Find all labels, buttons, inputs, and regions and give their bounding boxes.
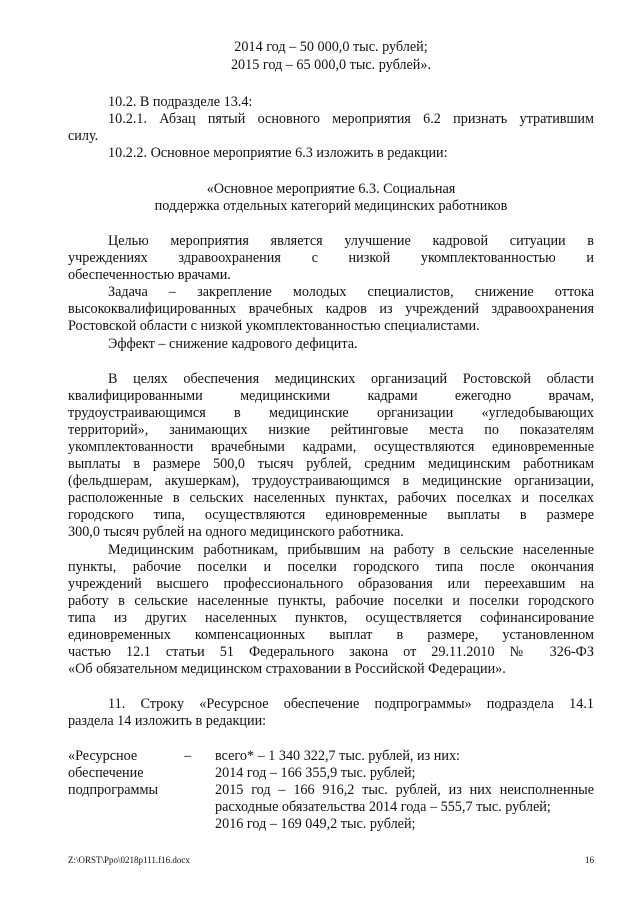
text-line: частью 12.1 статьи 51 Федерального закона от 29.11.2010 № 326-ФЗ <box>68 644 594 660</box>
table-value: расходные обязательства 2014 года – 555,7 тыс. рублей; <box>215 799 551 815</box>
clause-heading: 11. Строку «Ресурсное обеспечение подпрограммы» подраздела 14.1 <box>108 696 594 712</box>
text-line: (фельдшерам, акушеркам), трудоустраивающимся в медицинские организации, <box>68 473 594 489</box>
text-line: работу в сельские населенные пункты, рабочие поселки и поселки городского <box>68 593 594 609</box>
page-number: 16 <box>585 855 594 865</box>
text-line: выплаты в размере 500,0 тысяч рублей, средним медицинским работникам <box>68 456 594 472</box>
section-title: поддержка отдельных категорий медицинских работников <box>154 198 508 214</box>
table-label: «Ресурсное <box>68 748 138 764</box>
text-line: типа из других населенных пунктов, осуществляется софинансирование <box>68 610 594 626</box>
text-line: территорий», занимающих низкие рейтинговые места по показателям <box>68 422 594 438</box>
text-line: учреждений высшего профессионального образования или переехавшим на <box>68 576 594 592</box>
text-line: «Об обязательном медицинском страховании в Российской Федерации». <box>68 661 506 677</box>
text-line: 10.2.2. Основное мероприятие 6.3 изложить в редакции: <box>108 145 448 161</box>
footer-file-path: Z:\ORST\Ppo\0218p111.f16.docx <box>68 855 190 865</box>
text-line: городского типа, осуществляются единовременные выплаты в размере <box>68 507 594 523</box>
text-line: В целях обеспечения медицинских организаций Ростовской области <box>108 371 594 387</box>
text-line: укомплектованности врачебными кадрами, осуществляются единовременные <box>68 439 594 455</box>
table-dash: – <box>184 748 192 764</box>
text-line: Эффект – снижение кадрового дефицита. <box>108 336 358 352</box>
table-value: 2015 год – 166 916,2 тыс. рублей, из них неисполненные <box>215 782 594 798</box>
text-line: силу. <box>68 128 99 144</box>
text-line: Целью мероприятия является улучшение кадровой ситуации в <box>108 233 594 249</box>
text-line: 2015 год – 65 000,0 тыс. рублей». <box>230 57 432 73</box>
clause-heading: 10.2. В подразделе 13.4: <box>108 94 253 110</box>
text-line: пункты, рабочие поселки и поселки городского типа после окончания <box>68 559 594 575</box>
text-line: 2014 год – 50 000,0 тыс. рублей; <box>234 39 428 55</box>
text-line: единовременных компенсационных выплат в размере, установленном <box>68 627 594 643</box>
text-line: раздела 14 изложить в редакции: <box>68 713 267 729</box>
table-value: 2016 год – 169 049,2 тыс. рублей; <box>215 816 416 832</box>
table-value: всего* – 1 340 322,7 тыс. рублей, из них: <box>215 748 460 764</box>
text-line: трудоустраивающимся в медицинские организации «угледобывающих <box>68 405 594 421</box>
text-line: квалифицированными медицинскими кадрами ежегодно врачам, <box>68 388 594 404</box>
text-line: учреждениях здравоохранения с низкой укомплектованностью и <box>68 250 594 266</box>
text-line: Медицинским работникам, прибывшим на работу в сельские населенные <box>108 542 594 558</box>
table-label: подпрограммы <box>68 782 158 798</box>
text-line: Ростовской области с низкой укомплектованностью специалистами. <box>68 318 480 334</box>
text-line: расположенные в сельских населенных пунктах, рабочих поселках и поселках <box>68 490 594 506</box>
table-value: 2014 год – 166 355,9 тыс. рублей; <box>215 765 416 781</box>
text-line: высококвалифицированных врачебных кадров из учреждений здравоохранения <box>68 301 594 317</box>
section-title: «Основное мероприятие 6.3. Социальная <box>206 181 456 197</box>
text-line: Задача – закрепление молодых специалистов, снижение оттока <box>108 284 594 300</box>
text-line: 10.2.1. Абзац пятый основного мероприятия 6.2 признать утратившим <box>108 111 594 127</box>
text-line: обеспеченностью врачами. <box>68 267 231 283</box>
table-label: обеспечение <box>68 765 144 781</box>
text-line: 300,0 тысяч рублей на одного медицинского работника. <box>68 524 404 540</box>
